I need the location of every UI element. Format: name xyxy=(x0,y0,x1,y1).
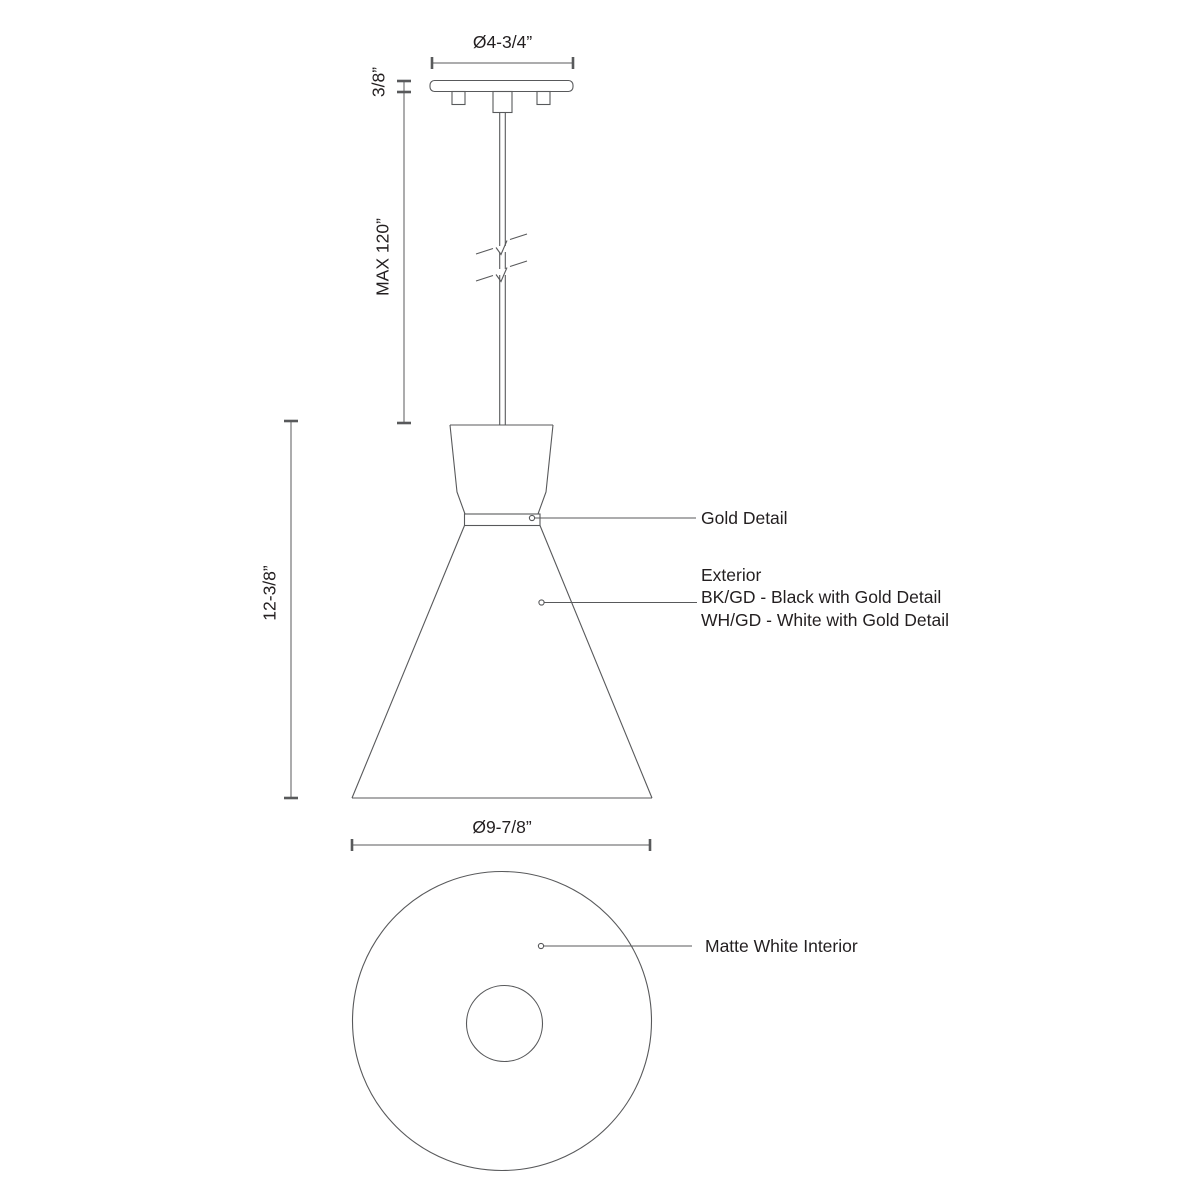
canopy-profile xyxy=(430,81,573,113)
shade-rim-circle xyxy=(353,872,652,1171)
exterior-option-black-gold: BK/GD - Black with Gold Detail xyxy=(701,587,942,608)
canopy-thickness-label: 3/8” xyxy=(368,66,389,98)
shade-diameter-dimension-line xyxy=(352,839,650,851)
canopy-thickness-dimension-line xyxy=(397,81,411,92)
exterior-option-white-gold: WH/GD - White with Gold Detail xyxy=(701,609,949,630)
exterior-finish-callout xyxy=(701,564,949,631)
gold-detail-band xyxy=(465,514,541,526)
rod-max-length-label: MAX 120” xyxy=(372,218,393,296)
interior-finish-label: Matte White Interior xyxy=(705,936,858,956)
rod-break-symbol xyxy=(476,234,527,282)
gold-detail-label: Gold Detail xyxy=(701,508,788,528)
shade-bottom-view xyxy=(353,872,652,1171)
canopy-diameter-label: Ø4-3/4” xyxy=(472,32,533,52)
gold-detail-leader xyxy=(529,515,696,520)
exterior-title: Exterior xyxy=(701,565,762,585)
interior-leader xyxy=(538,943,692,948)
shade-profile xyxy=(352,425,652,798)
shade-height-dimension-line xyxy=(284,421,298,798)
exterior-leader xyxy=(539,600,697,605)
shade-diameter-label: Ø9-7/8” xyxy=(472,817,532,837)
shade-height-label: 12-3/8” xyxy=(259,565,280,621)
canopy-diameter-dimension-line xyxy=(432,57,573,69)
rod-max-length-dimension-line xyxy=(397,92,411,423)
socket-opening-circle xyxy=(467,986,543,1062)
suspension-rod xyxy=(500,113,506,425)
